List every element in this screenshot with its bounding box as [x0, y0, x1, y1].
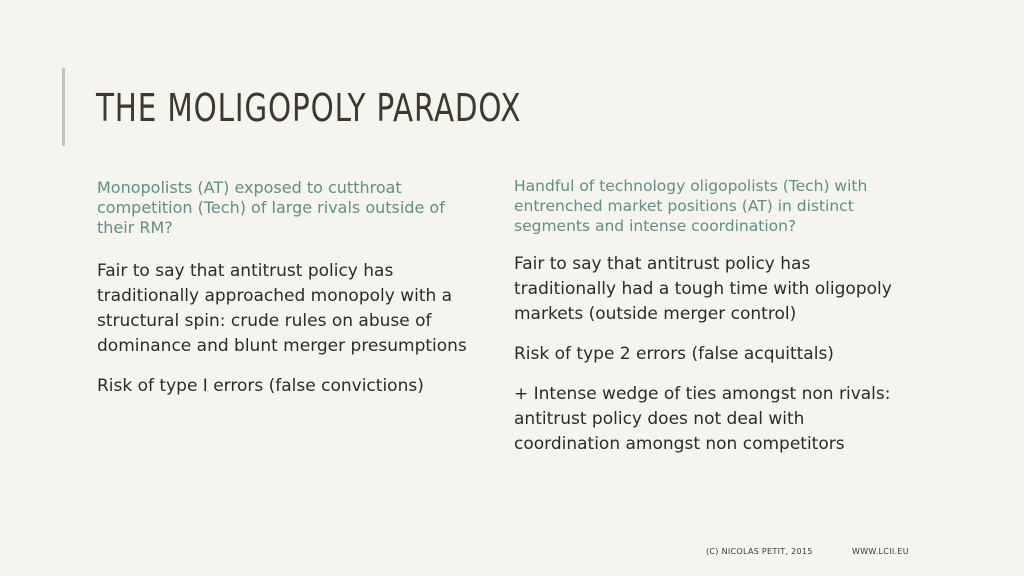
left-paragraph-1: Fair to say that antitrust policy has traditionally approached monopoly with a structural spin: crude rules on abuse of dominance and blunt merger presumptions — [97, 261, 467, 356]
left-paragraph-2: Risk of type I errors (false convictions) — [97, 376, 424, 396]
left-column — [97, 176, 487, 399]
title-accent-bar — [62, 68, 65, 146]
left-subheading: Monopolists (AT) exposed to cutthroat competition (Tech) of large rivals outside of their RM? — [97, 178, 445, 237]
right-paragraph-1: Fair to say that antitrust policy has traditionally had a tough time with oligopoly markets (outside merger control) — [514, 254, 892, 324]
footer-url: WWW.LCII.EU — [852, 547, 909, 556]
slide-title: THE MOLIGOPOLY PARADOX — [96, 86, 522, 130]
right-paragraph-2: Risk of type 2 errors (false acquittals) — [514, 344, 834, 364]
footer-credit: (C) NICOLAS PETIT, 2015 — [706, 547, 813, 556]
right-column — [514, 176, 904, 457]
right-subheading: Handful of technology oligopolists (Tech) with entrenched market positions (AT) in distinct segments and intense coordination? — [514, 177, 868, 235]
right-paragraph-3: + Intense wedge of ties amongst non rivals: antitrust policy does not deal with coordination amongst non competitors — [514, 384, 891, 454]
